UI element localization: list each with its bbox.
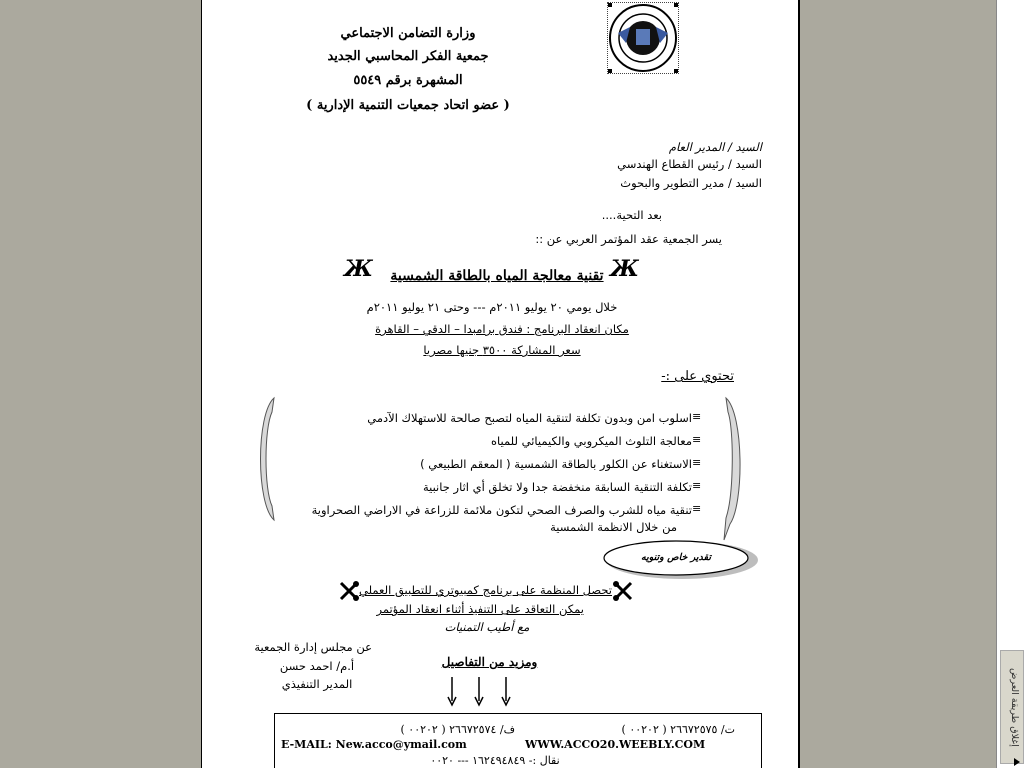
registration-number: المشهرة برقم ٥٥٤٩ xyxy=(353,73,463,88)
list-item: تنقية مياه للشرب والصرف الصحي لتكون ملائمة للزراعة في الاراضي الصحراوية xyxy=(311,503,692,517)
left-bracket-shape xyxy=(254,394,280,524)
greeting: بعد التحية.... xyxy=(601,208,662,222)
contact-email: E-MAIL: New.acco@ymail.com xyxy=(281,738,467,751)
conference-title: تقنية معالجة المياه بالطاقة الشمسية xyxy=(390,268,604,284)
logo-seal-icon xyxy=(608,3,678,73)
signature-line-3: المدير التنفيذي xyxy=(281,677,353,691)
document-page xyxy=(201,0,800,768)
scissors-icon xyxy=(612,580,634,602)
conference-dates: خلال يومي ٢٠ يوليو ٢٠١١م --- وحتى ٢١ يوليو ٢٠١١م xyxy=(366,300,618,314)
conference-venue: مكان انعقاد البرنامج : فندق برامبدا – الدقي – القاهرة xyxy=(375,322,629,336)
recipient-3: السيد / مدير التطوير والبحوث xyxy=(620,176,762,190)
signature-line-1: عن مجلس إدارة الجمعية xyxy=(254,640,372,654)
contact-phone: ت/ ٢٦٦٧٢٥٧٥ ( ٠٠٢٠٢ ) xyxy=(621,723,735,736)
title-mark-left: Ж xyxy=(344,256,373,282)
bullet-icon: ≡ xyxy=(692,479,702,492)
list-item: اسلوب امن وبدون تكلفة لتنقية المياه لتصبح صالحة للاستهلاك الآدمي xyxy=(367,411,692,425)
conference-price: سعر المشاركة ٣٥٠٠ جنيها مصريا xyxy=(423,343,581,357)
contact-box xyxy=(274,713,762,768)
bullet-icon: ≡ xyxy=(692,433,702,446)
close-view-label[interactable]: إغلاق طريقة العرض xyxy=(1009,667,1020,747)
list-item: معالجة التلوث الميكروبي والكيميائي للمياه xyxy=(491,434,692,448)
ministry-name: وزارة التضامن الاجتماعي xyxy=(340,26,476,41)
association-logo xyxy=(607,2,679,74)
note-line-3: مع أطيب التمنيات xyxy=(444,620,530,634)
recipient-1: السيد / المدير العام xyxy=(668,140,762,154)
bullet-icon: ≡ xyxy=(692,456,702,469)
bullet-icon: ≡ xyxy=(692,410,702,423)
recipient-2: السيد / رئيس القطاع الهندسي xyxy=(617,157,762,171)
intro-line: يسر الجمعية عقد المؤتمر العربي عن :: xyxy=(535,232,722,246)
contact-fax: ف/ ٢٦٦٧٢٥٧٤ ( ٠٠٢٠٢ ) xyxy=(400,723,515,736)
contact-website: WWW.ACCO20.WEEBLY.COM xyxy=(525,738,706,751)
oval-label: تقدير خاص وتنويه xyxy=(641,552,711,563)
list-item: تكلفة التنقية السابقة منخفضة جدا ولا تخلق أي اثار جانبية xyxy=(422,480,692,494)
note-line-2: يمكن التعاقد على التنفيذ أثناء انعقاد المؤتمر xyxy=(376,602,584,616)
list-item: الاستغناء عن الكلور بالطاقة الشمسية ( المعقم الطبيعي ) xyxy=(420,457,692,471)
right-bracket-shape xyxy=(720,394,746,544)
list-continuation: من خلال الانظمة الشمسية xyxy=(550,520,677,534)
scroll-right-icon[interactable] xyxy=(1012,757,1022,767)
signature-line-2: أ.م/ احمد حسن xyxy=(279,659,355,673)
bullet-icon: ≡ xyxy=(692,502,702,515)
association-name: جمعية الفكر المحاسبي الجديد xyxy=(327,49,489,64)
more-details-heading: ومزيد من التفاصيل xyxy=(441,655,538,669)
contact-mobile: نقال :- ١٦٢٤٩٤٨٤٩ --- ٠٠٢٠ xyxy=(430,754,560,767)
contents-heading: تحتوي على :- xyxy=(661,369,734,384)
down-arrows-icon xyxy=(444,675,514,707)
membership-note: ( عضو اتحاد جمعيات التنمية الإدارية ) xyxy=(306,98,510,113)
scissors-icon xyxy=(338,580,360,602)
note-line-1: تحصل المنظمة على برنامج كمبيوتري للتطبيق العملي xyxy=(359,583,612,597)
title-mark-right: Ж xyxy=(610,256,639,282)
